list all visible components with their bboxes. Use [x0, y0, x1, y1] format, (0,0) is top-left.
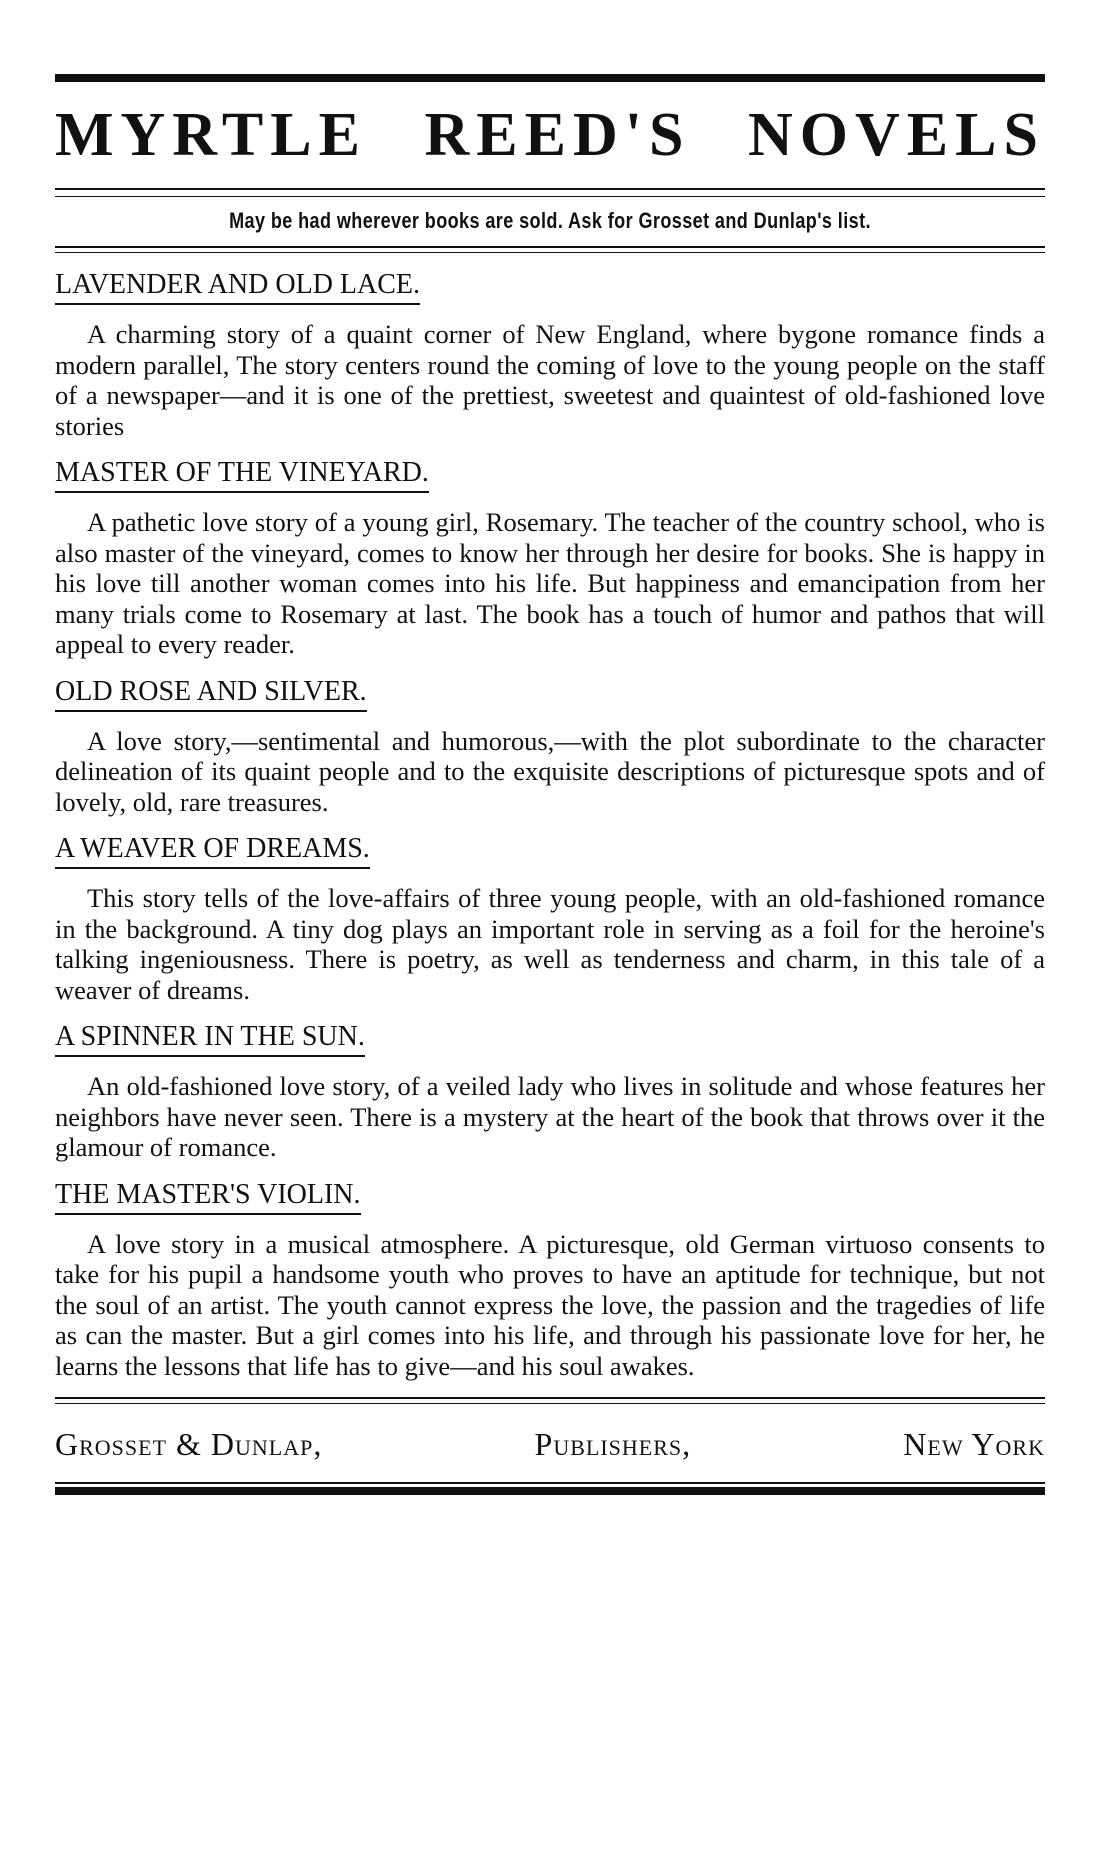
book-entry [55, 441, 1045, 660]
book-entry [55, 1163, 1045, 1382]
book-entry [55, 660, 1045, 818]
footer-rules [55, 1397, 1045, 1404]
book-entry [55, 1005, 1045, 1163]
book-description: This story tells of the love-affairs of three young people, with an old-fashioned romance in the background. A tiny dog plays an important role in serving as a foil for the heroine's talking ingeniousness. There is poetry, as well as tenderness and charm, in this tale of a weaver of dreams. [55, 883, 1045, 1005]
title-rule-lower [55, 196, 1045, 198]
footer-rule-lower [55, 1403, 1045, 1405]
book-title: OLD ROSE AND SILVER. [55, 678, 367, 712]
publisher-name: Grosset & Dunlap, [55, 1426, 323, 1462]
availability-notice: May be had wherever books are sold. Ask for Grosset and Dunlap's list. [229, 208, 871, 233]
publisher-role: Publishers, [534, 1426, 692, 1462]
bottom-thick-rule [55, 1487, 1045, 1495]
book-entry [55, 253, 1045, 441]
top-thick-rule [55, 74, 1045, 82]
book-description: A love story in a musical atmosphere. A picturesque, old German virtuoso consents to take for his pupil a handsome youth who proves to have an aptitude for technique, but not the soul of an artist. The youth cannot express the love, the passion and the tragedies of life as can the master. But a girl comes into his life, and through his passionate love for her, he learns the lessons that life has to give—and his soul awakes. [55, 1228, 1045, 1381]
book-description: A pathetic love story of a young girl, Rosemary. The teacher of the country school, who is also master of the vineyard, comes to know her through her desire for books. She is happy in his love till another woman comes into his life. But happiness and emancipation from her many trials come to Rosemary at last. The book has a touch of humor and pathos that will appeal to every reader. [55, 507, 1045, 659]
book-title: MASTER OF THE VINEYARD. [55, 459, 429, 493]
publisher-city: New York [903, 1426, 1045, 1462]
book-title: A WEAVER OF DREAMS. [55, 835, 370, 869]
advertisement-page [55, 74, 1045, 1495]
book-title: A SPINNER IN THE SUN. [55, 1023, 365, 1057]
book-title: THE MASTER'S VIOLIN. [55, 1181, 361, 1215]
book-title: LAVENDER AND OLD LACE. [55, 271, 420, 305]
page-title: MYRTLE REED'S NOVELS [55, 101, 1045, 169]
book-description: An old-fashioned love story, of a veiled lady who lives in solitude and whose features her neighbors have never seen. There is a mystery at the heart of the book that throws over it the glamour of romance. [55, 1071, 1045, 1162]
book-entry [55, 817, 1045, 1005]
publisher-footer [55, 1428, 1045, 1460]
book-description: A charming story of a quaint corner of New England, where bygone romance finds a modern parallel, The story centers round the coming of love to the young people on the staff of a newspaper—and it is one of the prettiest, sweetest and quaintest of old-fashioned love stories [55, 319, 1045, 441]
book-description: A love story,—sentimental and humorous,—with the plot subordinate to the character delineation of its quaint people and to the exquisite descriptions of picturesque spots and of lovely, old, rare treasures. [55, 725, 1045, 817]
